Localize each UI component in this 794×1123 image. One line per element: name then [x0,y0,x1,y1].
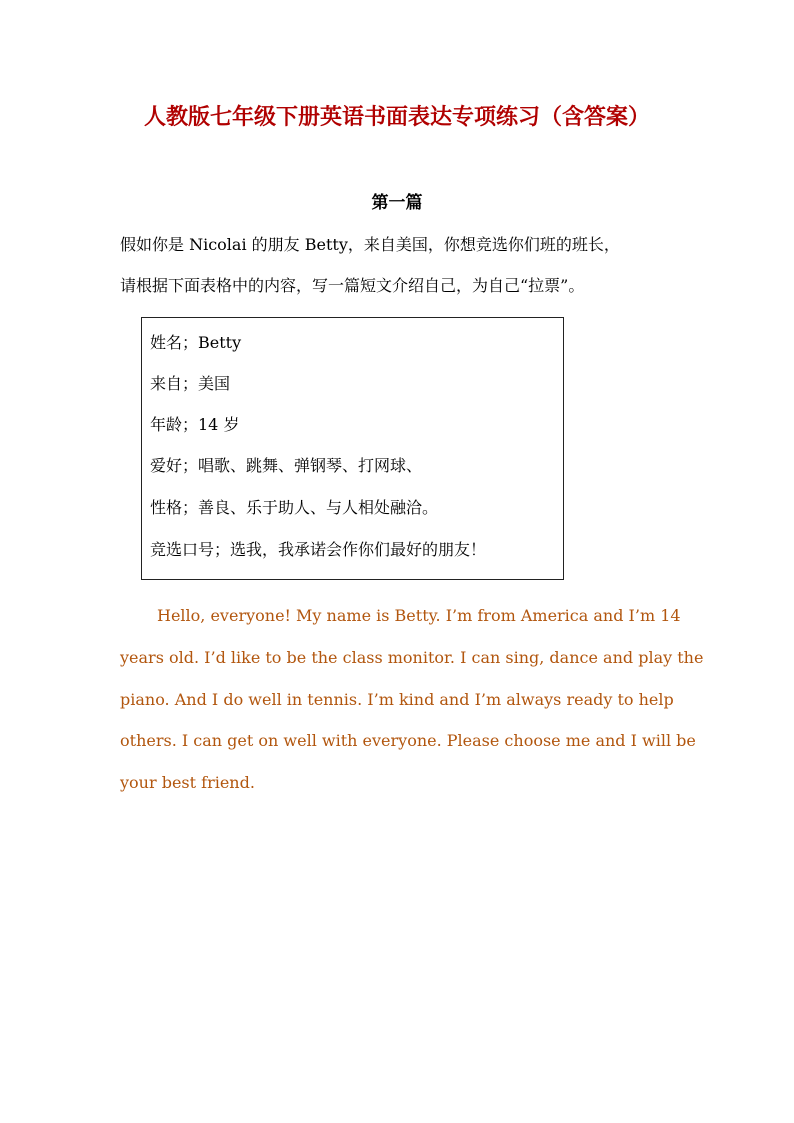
prompt-line: 请根据下面表格中的内容，写一篇短文介绍自己，为自己“拉票”。 [120,276,585,295]
info-row-slogan: 竞选口号；选我，我承诺会作你们最好的朋友！ [150,540,487,559]
answer-line: piano. And I do well in tennis. I’m kind and I’m always ready to help [120,690,674,709]
document-title: 人教版七年级下册英语书面表达专项练习（含答案） [143,104,650,130]
answer-line: Hello, everyone! My name is Betty. I’m from America and I’m 14 [157,606,681,625]
info-row-age: 年龄；14 岁 [150,415,240,434]
info-row-name: 姓名；Betty [150,333,242,352]
answer-line: your best friend. [120,773,255,792]
answer-line: years old. I’d like to be the class monitor. I can sing, dance and play the [120,648,704,667]
prompt-line: 假如你是 Nicolai 的朋友 Betty，来自美国，你想竞选你们班的班长， [120,235,620,254]
info-row-hobbies: 爱好；唱歌、跳舞、弹钢琴、打网球、 [150,456,423,475]
info-row-origin: 来自；美国 [150,374,231,393]
info-box [141,317,564,580]
answer-line: others. I can get on well with everyone. Please choose me and I will be [120,731,696,750]
section-heading: 第一篇 [371,193,423,213]
info-row-personality: 性格；善良、乐于助人、与人相处融洽。 [150,498,439,517]
